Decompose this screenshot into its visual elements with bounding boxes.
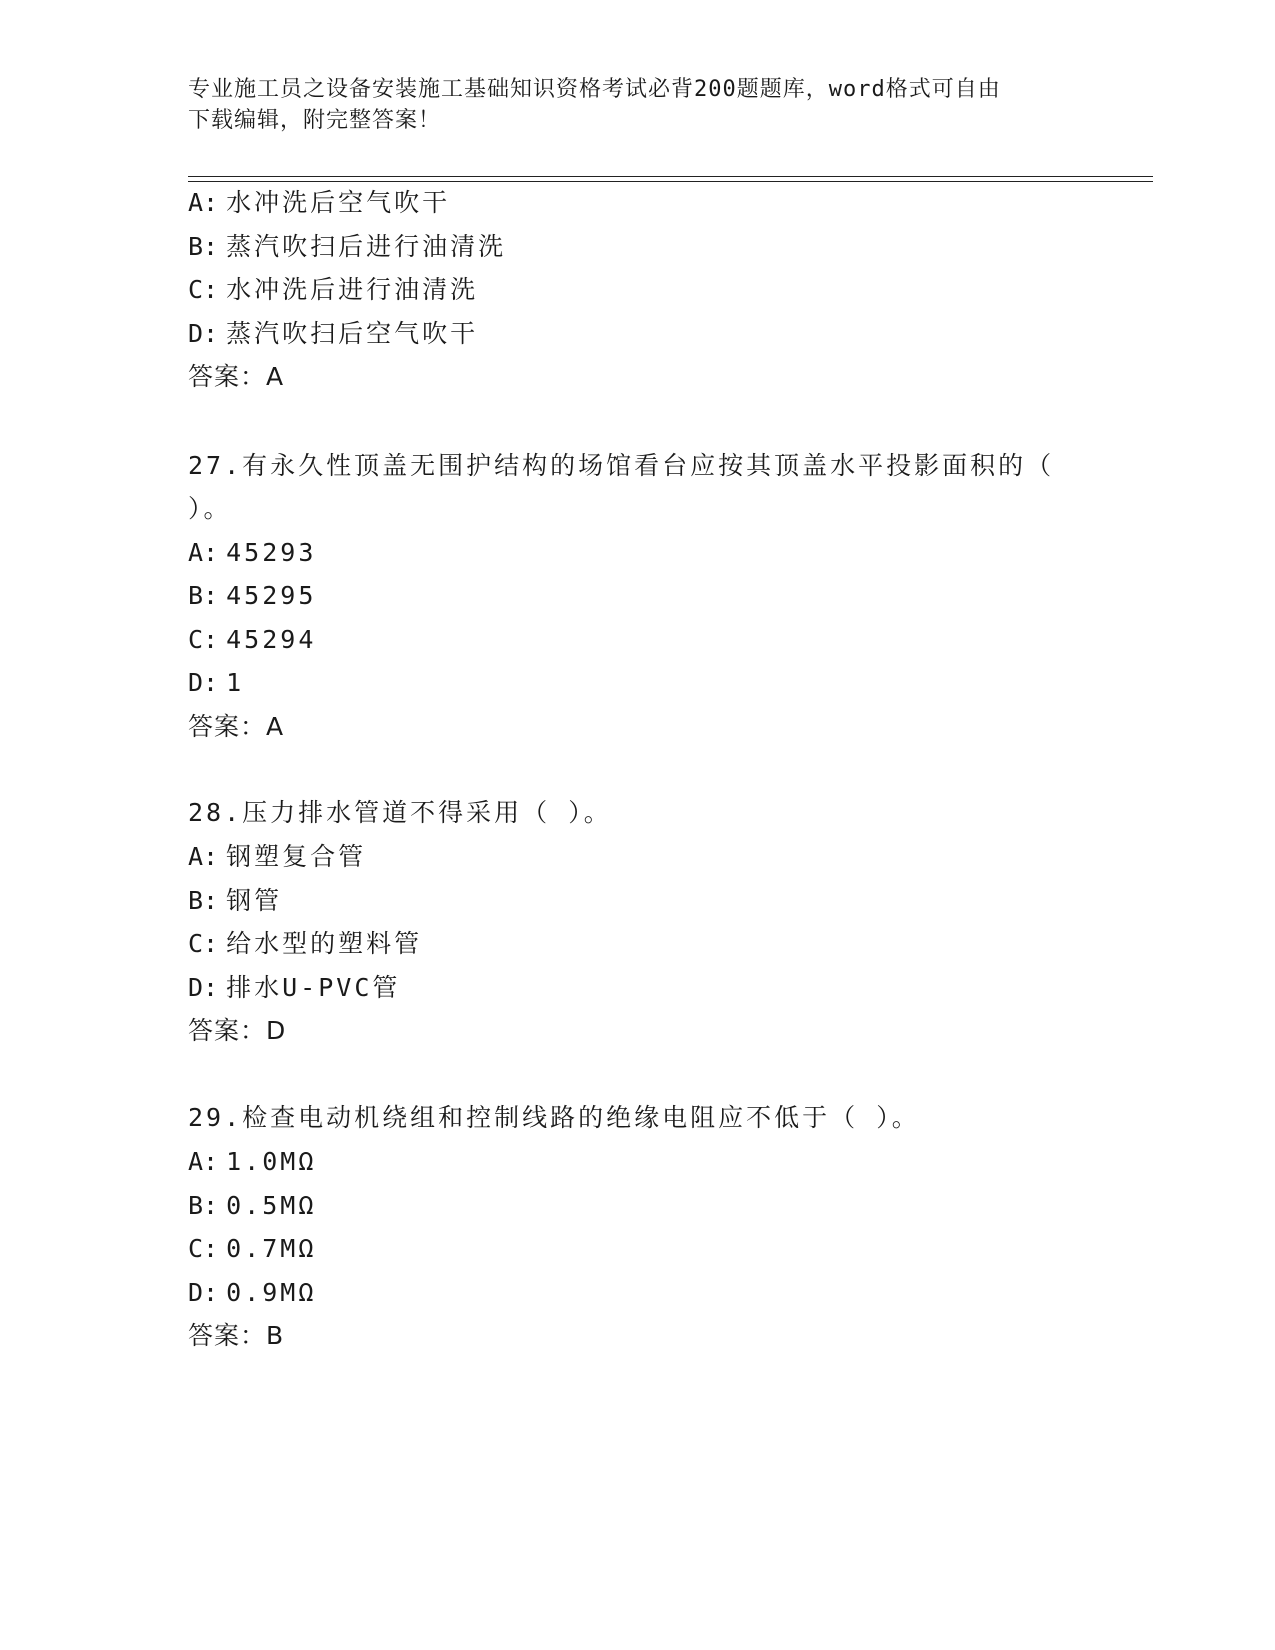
document-header: 专业施工员之设备安装施工基础知识资格考试必背200题题库，word格式可自由 下载编辑，附完整答案！ [188,77,1001,133]
option-a: A: 1.0MΩ [188,1147,317,1176]
option-d: D: 蒸汽吹扫后空气吹干 [188,319,479,348]
question-stem: 28.压力排水管道不得采用（ ）。 [188,798,612,827]
option-d: D: 1 [188,668,245,697]
option-a: A: 钢塑复合管 [188,842,367,871]
question-stem-continued: ）。 [188,494,232,523]
answer: 答案：A [188,712,285,741]
option-b: B: 蒸汽吹扫后进行油清洗 [188,232,507,261]
option-a: A: 水冲洗后空气吹干 [188,188,451,217]
option-a: A: 45293 [188,538,317,567]
option-c: C: 给水型的塑料管 [188,929,423,958]
option-b: B: 45295 [188,581,317,610]
header-divider-bottom [188,181,1153,182]
question-stem: 27.有永久性顶盖无围护结构的场馆看台应按其顶盖水平投影面积的（ [188,451,1055,480]
answer: 答案：B [188,1321,285,1350]
option-c: C: 0.7MΩ [188,1234,317,1263]
answer: 答案：D [188,1016,287,1045]
option-b: B: 钢管 [188,886,283,915]
header-divider-top [188,176,1153,177]
question-stem: 29.检查电动机绕组和控制线路的绝缘电阻应不低于（ ）。 [188,1103,920,1132]
option-c: C: 水冲洗后进行油清洗 [188,275,479,304]
option-d: D: 0.9MΩ [188,1278,317,1307]
answer: 答案：A [188,362,285,391]
option-b: B: 0.5MΩ [188,1191,317,1220]
option-c: C: 45294 [188,625,317,654]
option-d: D: 排水U-PVC管 [188,973,401,1002]
